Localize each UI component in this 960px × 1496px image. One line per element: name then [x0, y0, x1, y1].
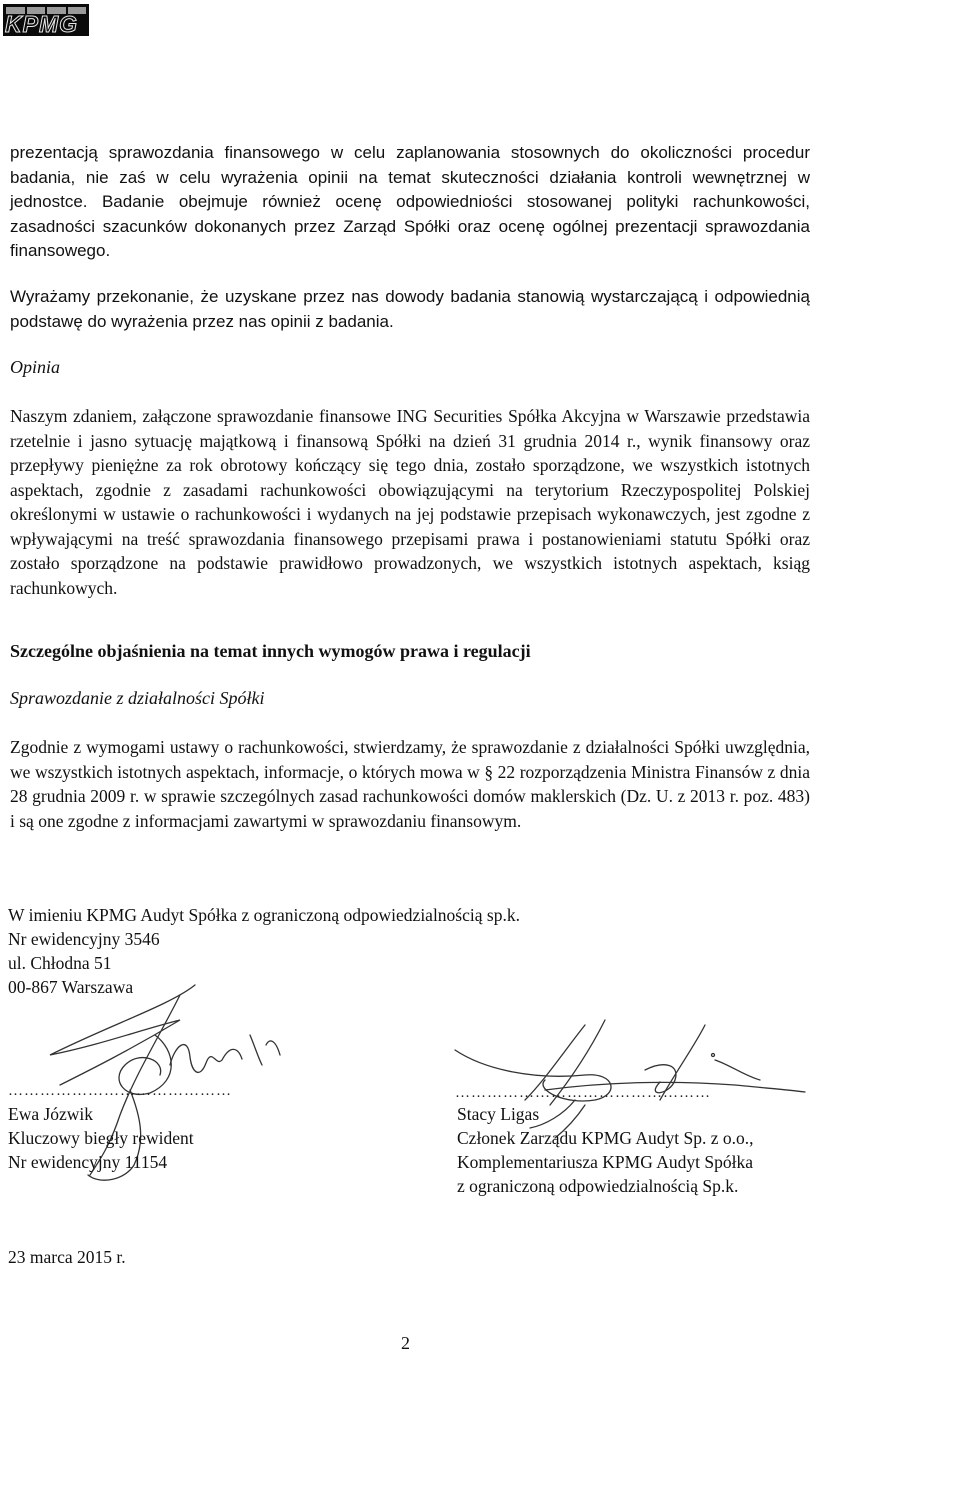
logo-wordmark: KPMG: [5, 11, 78, 36]
paragraph-evidence: Wyrażamy przekonanie, że uzyskane przez nas dowody badania stanowią wystarczającą i odpowiednią podstawę do wyrażenia przez nas opinii z badania.: [10, 287, 810, 331]
address-line-3: ul. Chłodna 51: [8, 953, 112, 973]
signatory-right-role-2: Komplementariusza KPMG Audyt Spółka: [457, 1152, 754, 1172]
signature-line-right: …………………………………………: [455, 1085, 711, 1101]
subsection-paragraph: Zgodnie z wymogami ustawy o rachunkowości, stwierdzamy, że sprawozdanie z działalności Spółki uwzględnia, we wszystkich istotnych aspektach, informacje, o których mowa w § 22 rozporządzenia Ministra Finansów z dnia 28 grudnia 2009 r. w sprawie szczególnych zasad rachunkowości domów maklerskich (Dz. U. z 2013 r. poz. 483) i są one zgodne z informacjami zawartymi w sprawozdaniu finansowym.: [10, 737, 810, 831]
signature-line-left: ……………………………………: [8, 1083, 232, 1099]
signatory-left-role: Kluczowy biegły rewident: [8, 1128, 194, 1148]
signatory-right-name: Stacy Ligas: [457, 1104, 540, 1124]
kpmg-logo: [3, 4, 89, 36]
paragraph-audit-scope: prezentacją sprawozdania finansowego w celu zaplanowania stosownych do okoliczności procedur badania, nie zaś w celu wyrażenia opinii na temat skuteczności działania kontroli wewnętrznej w jednostce. Badanie obejmuje również ocenę odpowiedniości stosowanej polityki rachunkowości, zasadności szacunków dokonanych przez Zarząd Spółki oraz ocenę ogólnej prezentacji sprawozdania finansowego.: [10, 143, 810, 260]
signatory-right-role-1: Członek Zarządu KPMG Audyt Sp. z o.o.,: [457, 1128, 754, 1148]
signatory-right-role-3: z ograniczoną odpowiedzialnością Sp.k.: [457, 1176, 739, 1196]
subsection-heading: Sprawozdanie z działalności Spółki: [10, 688, 265, 708]
document-date: 23 marca 2015 r.: [8, 1247, 126, 1267]
address-line-2: Nr ewidencyjny 3546: [8, 929, 160, 949]
signatory-left-number: Nr ewidencyjny 11154: [8, 1152, 168, 1172]
page-number: 2: [401, 1333, 410, 1353]
section-heading: Szczególne objaśnienia na temat innych wymogów prawa i regulacji: [10, 641, 531, 661]
opinion-heading: Opinia: [10, 357, 61, 377]
signatory-left-name: Ewa Józwik: [8, 1104, 94, 1124]
address-line-4: 00-867 Warszawa: [8, 977, 134, 997]
address-line-1: W imieniu KPMG Audyt Spółka z ograniczoną odpowiedzialnością sp.k.: [8, 905, 520, 925]
opinion-paragraph: Naszym zdaniem, załączone sprawozdanie finansowe ING Securities Spółka Akcyjna w Warszawie przedstawia rzetelnie i jasno sytuację majątkową i finansową Spółki na dzień 31 grudnia 2014 r., wynik finansowy oraz przepływy pieniężne za rok obrotowy kończący się tego dnia, zostało sporządzone, we wszystkich istotnych aspektach, zgodnie z zasadami rachunkowości obowiązującymi na terytorium Rzeczypospolitej Polskiej określonymi w ustawie o rachunkowości i wydanych na jej podstawie przepisach wykonawczych, jest zgodne z wpływającymi na treść sprawozdania finansowego przepisami prawa i postanowieniami statutu Spółki oraz zostało sporządzone na podstawie prawidłowo prowadzonych, we wszystkich istotnych aspektach, ksiąg rachunkowych.: [10, 406, 810, 598]
